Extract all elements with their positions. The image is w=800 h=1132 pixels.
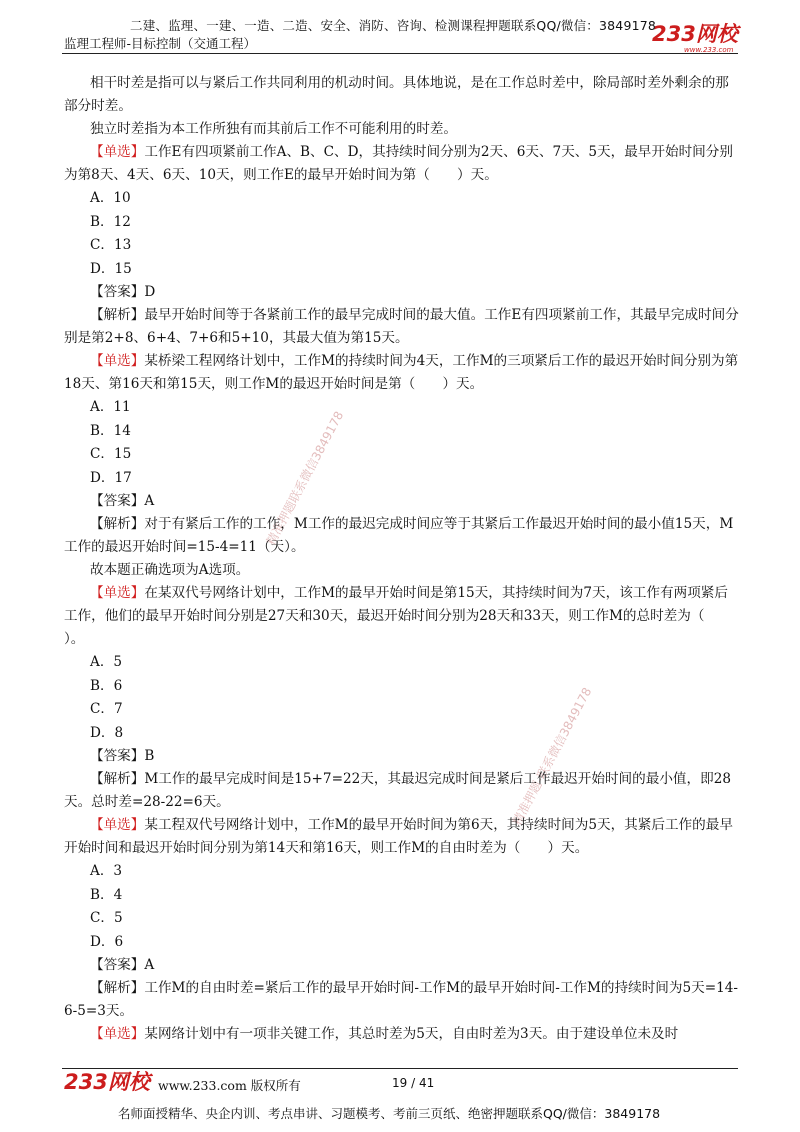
question-type-tag: 【单选】 [90, 353, 145, 369]
paragraph: 【答案】B [90, 748, 155, 764]
paragraph: 独立时差指为本工作所独有而其前后工作不可能利用的时差。 [90, 121, 458, 137]
question-stem [64, 1023, 740, 1046]
question-stem [64, 814, 740, 860]
footer-divider [62, 1068, 738, 1069]
answer-option: C．15 [90, 446, 132, 462]
answer-option: D．6 [90, 933, 124, 950]
answer-option: A．3 [90, 863, 123, 879]
question-text: 某网络计划中有一项非关键工作，其总时差为5天，自由时差为3天。由于建设单位未及时 [144, 1026, 679, 1042]
question-text: 工作E有四项紧前工作A、B、C、D，其持续时间分别为2天、6天、7天、5天，最早开始时间分别为第8天、4天、6天、10天，则工作E的最早开始时间为第（ ）天。 [64, 144, 733, 183]
answer-option: A．11 [90, 399, 131, 415]
answer-option: A．5 [90, 654, 123, 670]
paragraph: 【解析】工作M的自由时差=紧后工作的最早开始时间-工作M的最早开始时间-工作M的持续时间为5天=14-6-5=3天。 [64, 980, 739, 1019]
paragraph: 【答案】A [90, 957, 155, 973]
question-stem [64, 141, 740, 187]
paragraph: 故本题正确选项为A选项。 [90, 562, 250, 578]
paragraph: 相干时差是指可以与紧后工作共同利用的机动时间。具体地说，是在工作总时差中，除局部时差外剩余的那部分时差。 [64, 75, 729, 114]
answer-option: D．15 [90, 260, 132, 277]
paragraph: 【解析】对于有紧后工作的工作，M工作的最迟完成时间应等于其紧后工作最迟开始时间的最小值15天，M工作的最迟开始时间=15-4=11（天）。 [64, 516, 734, 555]
question-stem [64, 350, 740, 396]
brand-logo-url: www.233.com [684, 46, 734, 54]
watermark-2: 精准押题-联系微信3849178 [509, 685, 595, 828]
question-type-tag: 【单选】 [90, 1026, 145, 1042]
paragraph: 【答案】D [90, 284, 156, 300]
footer-promo-text: 名师面授精华、央企内训、考点串讲、习题模考、考前三页纸、绝密押题联系QQ/微信：3849178 [118, 1106, 661, 1121]
question-type-tag: 【单选】 [90, 585, 145, 601]
answer-option: B．4 [90, 886, 123, 903]
answer-option: C．5 [90, 910, 123, 926]
question-type-tag: 【单选】 [90, 144, 145, 160]
question-stem [64, 582, 740, 651]
answer-option: D．17 [90, 469, 132, 486]
answer-option: B．12 [90, 213, 131, 230]
question-text: 在某双代号网络计划中，工作M的最早开始时间是第15天，其持续时间为7天，该工作有两项紧后工作，他们的最早开始时间分别是27天和30天，最迟开始时间分别为28天和33天，则工作M的总时差为（ ）。 [64, 585, 732, 647]
answer-option: C．13 [90, 237, 132, 253]
document-subtitle: 监理工程师-目标控制（交通工程） [64, 36, 257, 51]
watermark-1: 精准押题联系微信3849178 [263, 408, 347, 548]
answer-option: C．7 [90, 701, 123, 717]
paragraph: 【解析】M工作的最早完成时间是15+7=22天，其最迟完成时间是紧后工作最迟开始时间的最小值，即28天。总时差=28-22=6天。 [64, 771, 731, 810]
page-number: 19 / 41 [392, 1076, 435, 1090]
header-promo-text: 二建、监理、一建、一造、二造、安全、消防、咨询、检测课程押题联系QQ/微信：3849178 [130, 18, 657, 33]
answer-option: D．8 [90, 724, 124, 741]
paragraph: 【答案】A [90, 493, 155, 509]
answer-option: B．14 [90, 422, 131, 439]
page-footer [0, 1060, 800, 1132]
footer-logo: 233网校 [64, 1070, 150, 1094]
footer-copyright: www.233.com 版权所有 [158, 1078, 301, 1093]
answer-option: A．10 [90, 190, 131, 206]
page-header [0, 0, 800, 56]
paragraph: 【解析】最早开始时间等于各紧前工作的最早完成时间的最大值。工作E有四项紧前工作，其最早完成时间分别是第2+8、6+4、7+6和5+10，其最大值为第15天。 [64, 307, 739, 346]
answer-option: B．6 [90, 677, 123, 694]
question-type-tag: 【单选】 [90, 817, 145, 833]
question-text: 某工程双代号网络计划中，工作M的最早开始时间为第6天，其持续时间为5天，其紧后工作的最早开始时间和最迟开始时间分别为第14天和第16天，则工作M的自由时差为（ ）天。 [64, 817, 733, 856]
brand-logo: 233网校 [652, 22, 738, 46]
document-body [64, 72, 740, 1046]
question-text: 某桥梁工程网络计划中，工作M的持续时间为4天，工作M的三项紧后工作的最迟开始时间分别为第18天、第16天和第15天，则工作M的最迟开始时间是第（ ）天。 [64, 353, 739, 392]
header-divider [62, 53, 738, 54]
